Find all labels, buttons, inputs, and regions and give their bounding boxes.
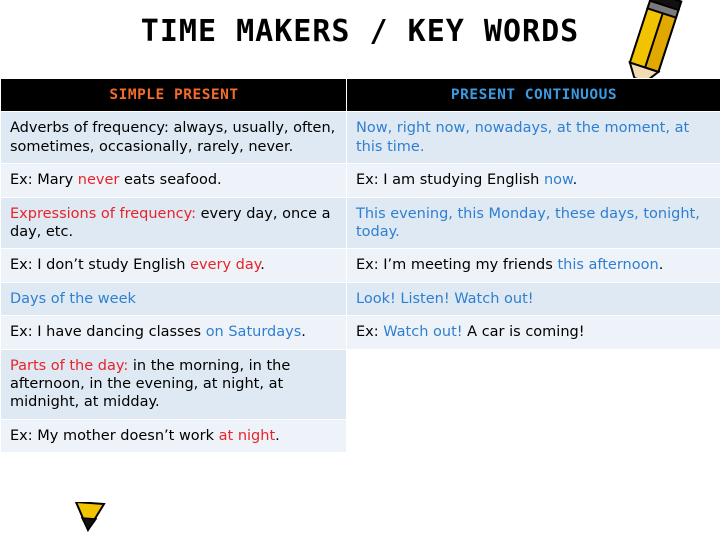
text-rest: Look! Listen! Watch out! (356, 290, 534, 307)
table-row (1, 249, 720, 282)
text-highlight: on Saturdays (205, 324, 302, 341)
text-post: A car is coming! (462, 324, 585, 341)
text-lead: Expressions of frequency: (10, 205, 197, 222)
table-row (1, 112, 720, 164)
cell-left-days-of-week (1, 282, 347, 315)
table-row (1, 349, 720, 419)
text-rest: in the morning, in the afternoon, in the evening, at night, at midnight, at midday. (10, 357, 291, 411)
cell-right-time-expressions (347, 197, 720, 249)
cell-left-example-saturdays (1, 316, 347, 349)
text-pre: Ex: I am studying English (356, 172, 544, 189)
table-header-row (1, 79, 720, 112)
text-pre: Ex: I’m meeting my friends (356, 257, 558, 274)
table-row (1, 282, 720, 315)
table-row (1, 164, 720, 197)
cell-left-example-every-day (1, 249, 347, 282)
cell-left-adverbs-frequency (1, 112, 347, 164)
text-rest: Days of the week (10, 290, 136, 307)
table-row (1, 316, 720, 349)
cell-right-empty (347, 349, 720, 419)
simple-present-label: SIMPLE PRESENT (109, 87, 239, 103)
cell-left-expressions-frequency (1, 197, 347, 249)
text-post: . (260, 257, 265, 274)
cell-left-example-at-night (1, 419, 347, 452)
text-rest: always, usually, often, sometimes, occasionally, rarely, never. (10, 120, 336, 155)
table-row (1, 197, 720, 249)
text-pre: Ex: I don’t study English (10, 257, 191, 274)
text-highlight: every day (190, 257, 261, 274)
cell-right-example-watch-out (347, 316, 720, 349)
text-post: . (658, 257, 664, 274)
page-title: TIME MAKERS / KEY WORDS (140, 14, 580, 49)
cell-right-example-now (347, 164, 720, 197)
cell-left-parts-of-day (1, 349, 347, 419)
text-rest: every day, once a day, etc. (10, 205, 331, 241)
cell-left-example-never (1, 164, 347, 197)
text-post: . (275, 427, 280, 444)
text-highlight: never (77, 172, 120, 189)
column-header-present-continuous (347, 79, 720, 112)
text-highlight: at night (218, 427, 276, 444)
cell-right-attention-words (347, 282, 720, 315)
text-pre: Ex: I have dancing classes (10, 324, 206, 341)
text-pre: Ex: (356, 324, 384, 341)
column-header-simple-present (1, 79, 347, 112)
text-lead: Parts of the day: (10, 357, 129, 374)
text-highlight: this afternoon (557, 257, 659, 274)
time-markers-table (0, 78, 720, 453)
text-pre: Ex: My mother doesn’t work (10, 427, 219, 444)
text-pre: Ex: Mary (10, 172, 78, 189)
text-post: . (572, 172, 578, 189)
pencil-tip-icon (72, 502, 108, 532)
text-rest: Now, right now, nowadays, at the moment, at this time. (356, 120, 690, 155)
table-row (1, 419, 720, 452)
cell-right-empty (347, 419, 720, 452)
text-post: . (301, 324, 306, 341)
present-continuous-label: PRESENT CONTINUOUS (450, 87, 618, 103)
text-rest: This evening, this Monday, these days, tonight, today. (356, 205, 700, 241)
text-post: eats seafood. (119, 172, 222, 189)
text-highlight: now (543, 172, 573, 189)
cell-right-example-this-afternoon (347, 249, 720, 282)
text-highlight: Watch out! (383, 324, 463, 341)
text-lead: Adverbs of frequency: (10, 120, 169, 137)
cell-right-now-markers (347, 112, 720, 164)
